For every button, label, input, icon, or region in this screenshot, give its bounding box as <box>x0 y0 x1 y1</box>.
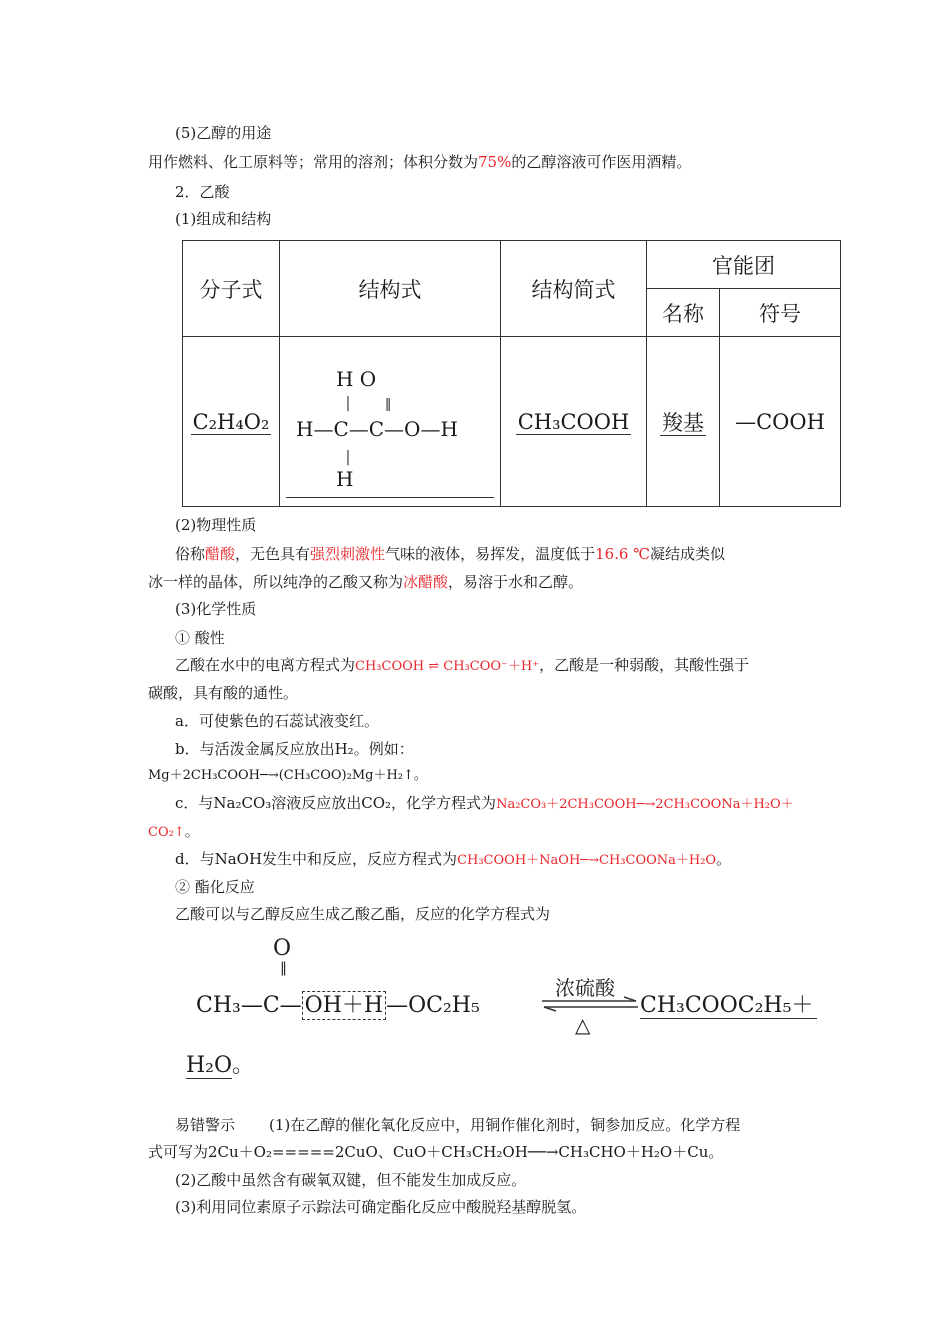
esterification-reactants: CH₃—C— OH＋H —OC₂H₅ <box>196 993 480 1018</box>
section5-heading: (5)乙醇的用途 <box>175 124 272 142</box>
physical-heading: (2)物理性质 <box>175 516 257 534</box>
bond-marks-top: │ ‖ <box>344 396 392 412</box>
property-c-line1: c．与Na₂CO₃溶液反应放出CO₂，化学方程式为Na₂CO₃＋2CH₃COOH─→2CH₃COONa＋H₂O＋ <box>175 794 794 812</box>
answer-line <box>286 497 494 498</box>
carbonyl-oxygen: O <box>273 936 292 961</box>
catalyst-label: 浓硫酸 <box>555 976 615 1000</box>
bond-mark-bottom: │ <box>344 450 352 466</box>
structure-middle: H—C—C—O—H <box>296 416 458 441</box>
esterification-heading: ② 酯化反应 <box>175 878 255 896</box>
acidity-heading: ① 酸性 <box>175 629 225 647</box>
cell-formula: C₂H₄O₂ <box>183 337 280 507</box>
warning-line3: (3)利用同位素原子示踪法可确定酯化反应中酸脱羟基醇脱氢。 <box>175 1198 587 1216</box>
cell-symbol: —COOH <box>720 337 841 507</box>
section5-uses: 用作燃料、化工原料等；常用的溶剂；体积分数为75%的乙醇溶液可作医用酒精。 <box>148 153 692 171</box>
chemical-heading: (3)化学性质 <box>175 600 257 618</box>
warning-line2: (2)乙酸中虽然含有碳氧双键，但不能发生加成反应。 <box>175 1171 527 1189</box>
cell-structure <box>280 337 501 507</box>
esterification-intro: 乙酸可以与乙醇反应生成乙酸乙酯，反应的化学方程式为 <box>175 905 551 923</box>
ionization-line2: 碳酸，具有酸的通性。 <box>148 684 299 702</box>
header-name: 名称 <box>647 289 720 337</box>
structure-bottom: H <box>336 466 354 491</box>
heat-symbol: △ <box>575 1013 591 1037</box>
property-c-line2: CO₂↑。 <box>148 822 200 840</box>
property-b-equation: Mg＋2CH₃COOH─→(CH₃COO)₂Mg＋H₂↑。 <box>148 768 427 783</box>
property-d: d．与NaOH发生中和反应，反应方程式为CH₃COOH＋NaOH─→CH₃COONa＋H₂O。 <box>175 850 732 868</box>
physical-line1: 俗称醋酸，无色具有强烈刺激性气味的液体，易挥发，温度低于16.6 ℃凝结成类似 <box>175 545 726 563</box>
cell-name: 羧基 <box>647 337 720 507</box>
ionization-line1: 乙酸在水中的电离方程式为CH₃COOH ⇌ CH₃COO⁻＋H⁺，乙酸是一种弱酸，其酸性强于 <box>175 656 750 674</box>
esterification-products: CH₃COOC₂H₅＋ <box>640 988 817 1019</box>
structure-top: H O <box>336 366 377 391</box>
acetic-title: 2．乙酸 <box>175 183 230 201</box>
structure-table <box>182 240 841 507</box>
warning-line1b: 式可写为2Cu＋O₂=====2CuO、CuO＋CH₃CH₂OH──→CH₃CHO＋H₂O＋Cu。 <box>148 1143 724 1161</box>
cell-simple: CH₃COOH <box>501 337 647 507</box>
physical-line2: 冰一样的晶体，所以纯净的乙酸又称为冰醋酸，易溶于水和乙醇。 <box>148 573 584 591</box>
composition-heading: (1)组成和结构 <box>175 210 272 228</box>
water-product: H₂O。 <box>186 1053 255 1078</box>
header-formula: 分子式 <box>183 241 280 337</box>
property-a: a．可使紫色的石蕊试液变红。 <box>175 712 379 730</box>
warning-line1: 易错警示 (1)在乙醇的催化氧化反应中，用铜作催化剂时，铜参加反应。化学方程 <box>175 1116 741 1134</box>
header-structure: 结构式 <box>280 241 501 337</box>
header-symbol: 符号 <box>720 289 841 337</box>
reversible-arrow-icon <box>540 996 640 1012</box>
header-group: 官能团 <box>647 241 841 289</box>
header-simple: 结构简式 <box>501 241 647 337</box>
double-bond-mark: ‖ <box>280 960 287 976</box>
property-b: b．与活泼金属反应放出H₂。例如： <box>175 740 414 758</box>
